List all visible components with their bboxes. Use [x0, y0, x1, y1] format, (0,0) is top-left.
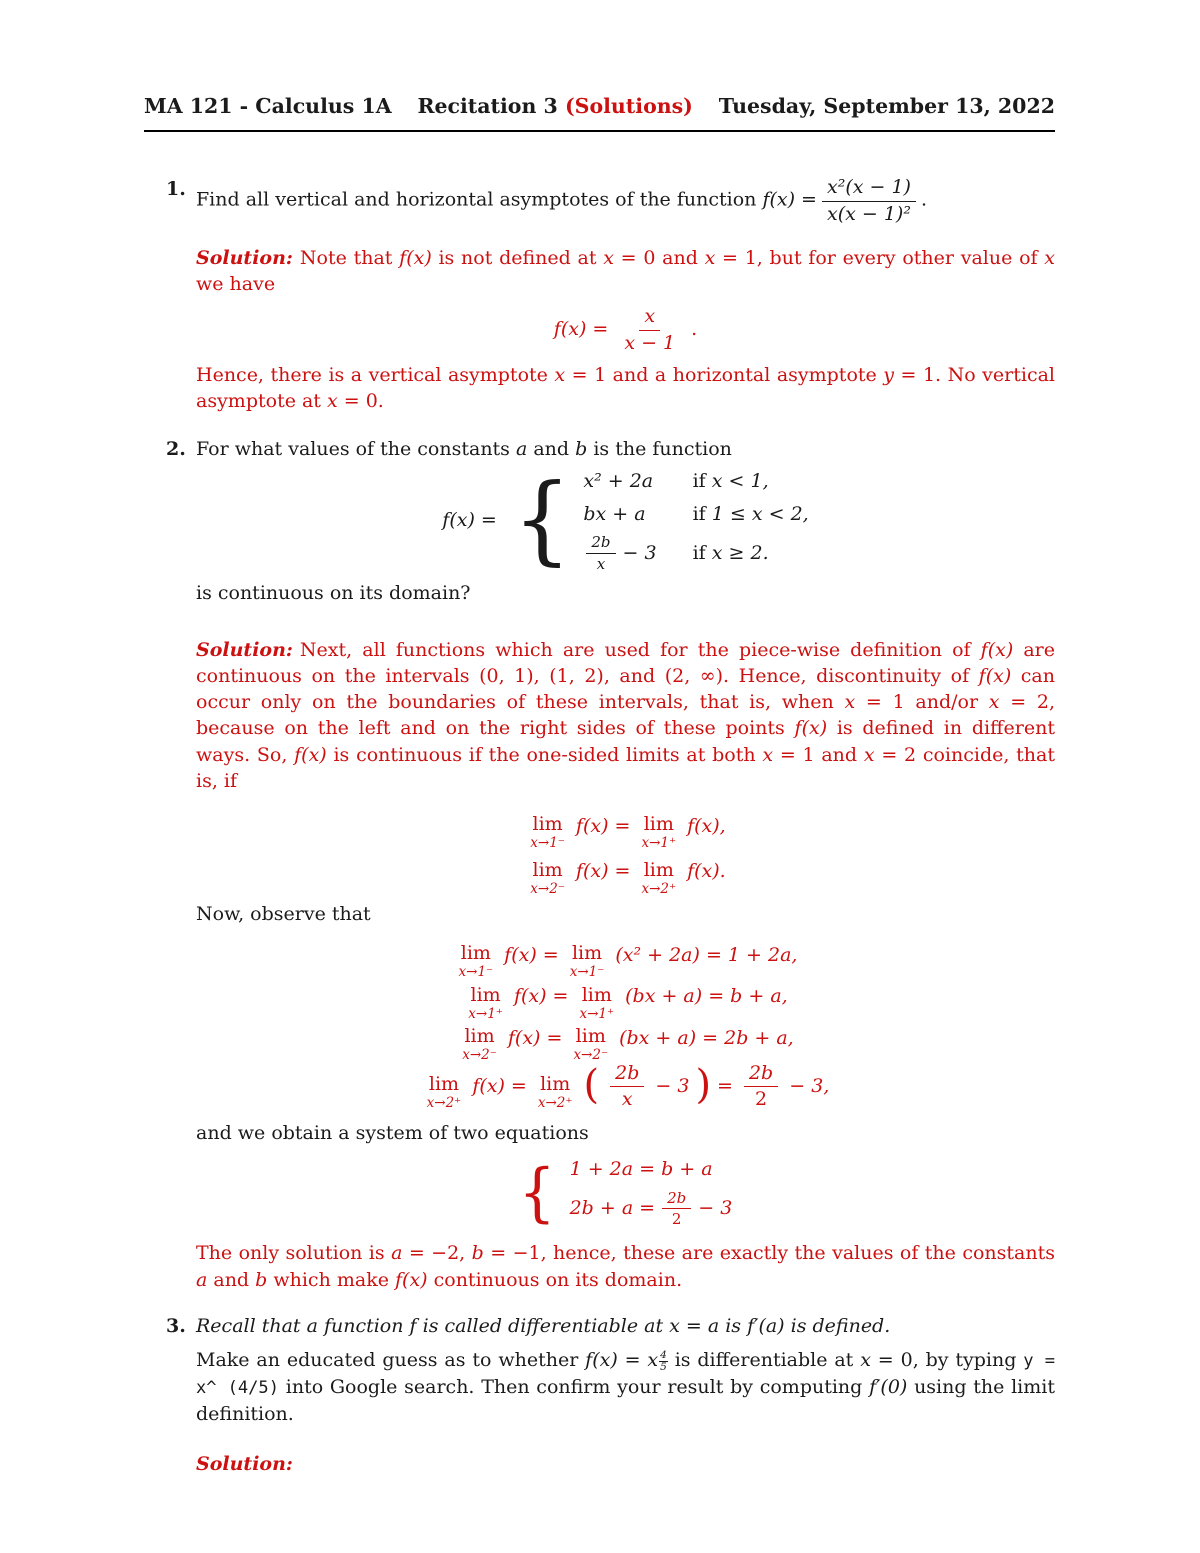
text-run: f(x) — [978, 664, 1012, 687]
equation-middle: f(x) = — [472, 1074, 527, 1097]
limit-subscript: x→1⁻ — [530, 835, 565, 851]
case-3-condition — [693, 540, 769, 566]
solution-2-text — [196, 639, 1055, 792]
text-run: x — [988, 691, 1000, 714]
problem-1-statement — [196, 176, 1055, 225]
equation-tail: − 3 — [698, 1197, 733, 1220]
case-1-condition — [693, 468, 769, 494]
text-run: = 0, by typing — [870, 1348, 1024, 1371]
fraction-denominator: x − 1 — [624, 331, 676, 354]
case-3-expression — [583, 533, 656, 573]
system-rows — [570, 1156, 733, 1228]
solution-label: Solution: — [196, 1452, 293, 1475]
limit-evaluation-3 — [196, 1020, 1055, 1064]
text-run: x — [1044, 246, 1055, 269]
fraction-denominator: x — [621, 1087, 633, 1110]
text-run: is defined in different ways. So, — [196, 717, 1056, 766]
equation-lhs: f(x) = — [553, 318, 609, 341]
left-brace: { — [512, 463, 572, 576]
limit-subscript: x→1⁺ — [641, 835, 677, 851]
fraction — [619, 305, 680, 354]
equation-rhs: (x² + 2a) = 1 + 2a, — [615, 943, 798, 966]
text-run: x — [704, 246, 716, 269]
equation-middle: f(x) = — [513, 985, 569, 1008]
equation-middle: f(x) = — [507, 1026, 563, 1049]
equals-sign: = — [717, 1074, 733, 1097]
text-run: y — [883, 363, 895, 386]
text-run: and — [527, 438, 576, 461]
text-run: x — [863, 743, 875, 766]
text-run: x — [603, 246, 614, 269]
text-run: x — [327, 390, 338, 412]
equation-lhs: 2b + a = — [569, 1197, 656, 1220]
lim-word: lim — [464, 1025, 495, 1048]
recitation-title — [417, 92, 692, 120]
limit-operator — [570, 944, 605, 980]
text-run: we have — [196, 273, 276, 296]
text-run: Recall that a function — [196, 1314, 410, 1337]
limit-subscript: x→1⁻ — [569, 964, 605, 981]
fraction — [610, 1062, 644, 1111]
text-run: The only solution is — [196, 1242, 392, 1265]
problem-3-statement — [196, 1313, 1055, 1339]
text-run: are continuous on the intervals (0, 1), (1, 2), and (2, ∞). Hence, discontinuity of — [196, 638, 1055, 687]
fraction-denominator: x(x − 1)² — [826, 202, 911, 225]
problem-2-number: 2. — [166, 438, 186, 461]
text-run: f(x) — [395, 1268, 428, 1291]
text-run: = 0. — [337, 390, 384, 412]
limit-operator — [573, 1027, 608, 1063]
text-run: a — [196, 1268, 208, 1291]
exponent-denominator: 5 — [660, 1361, 667, 1374]
lim-word: lim — [643, 858, 674, 881]
limit-operator — [459, 944, 494, 980]
header-rule — [144, 130, 1055, 132]
text-run: = 1, but for every other value of — [715, 246, 1045, 269]
equation-rhs: f(x). — [687, 860, 726, 883]
equation-lhs: f(x) = — [442, 509, 497, 532]
text-run: b — [255, 1268, 268, 1291]
text-run: y = x^ (4/5) — [196, 1350, 1055, 1399]
problem-2-statement — [196, 436, 1055, 462]
equation-middle: f(x) = — [575, 814, 631, 837]
text-run: = 2, because on the left and on the right sides of these points — [196, 691, 1055, 740]
text-run: f′(0) — [869, 1376, 908, 1399]
equation-middle: f(x) = — [575, 860, 631, 883]
equation-lhs: f(x) = — [762, 188, 817, 211]
text-run: = −2, — [402, 1242, 472, 1265]
piecewise-cases — [583, 468, 808, 572]
equation-period: . — [920, 188, 927, 211]
system-equation-1: 1 + 2a = b + a — [569, 1158, 713, 1181]
text-run: x < 1, — [711, 470, 769, 493]
recitation-prefix: Recitation 3 — [417, 94, 565, 118]
limit-subscript: x→2⁺ — [426, 1095, 462, 1112]
text-run: b — [575, 438, 588, 461]
text-run: Next, all functions which are used for the piece-wise definition of — [299, 638, 981, 661]
equation-rhs: (bx + a) = b + a, — [625, 985, 788, 1008]
solution-3 — [196, 1451, 1055, 1477]
equation-rhs: f(x), — [687, 814, 726, 837]
text-run: = 0 and — [613, 246, 705, 269]
text-run: continuous on its domain. — [427, 1268, 683, 1291]
text-run: is — [719, 1314, 748, 1337]
text-run: is called differentiable at — [416, 1314, 670, 1337]
text-run: if — [692, 470, 712, 493]
text-run: f(x) — [399, 246, 432, 269]
limit-subscript: x→2⁻ — [462, 1047, 497, 1064]
solutions-label: (Solutions) — [564, 94, 693, 118]
close-paren: ) — [695, 1061, 712, 1108]
solution-2-paragraph-1 — [196, 637, 1055, 794]
text-run: f — [409, 1314, 417, 1337]
open-paren: ( — [583, 1061, 600, 1108]
fraction — [822, 176, 916, 225]
limit-subscript: x→2⁺ — [537, 1095, 573, 1112]
text-run: x = a — [669, 1314, 720, 1337]
limit-operator — [530, 815, 565, 851]
text-run: is not defined at — [431, 246, 604, 269]
text-run: x — [860, 1348, 871, 1371]
course-title: MA 121 - Calculus 1A — [144, 94, 392, 118]
limit-subscript: x→1⁺ — [468, 1005, 503, 1022]
lim-word: lim — [470, 983, 501, 1006]
limit-subscript: x→1⁺ — [579, 1005, 615, 1022]
lim-word: lim — [581, 983, 612, 1006]
limit-operator — [538, 1075, 573, 1111]
text-run: For what values of the constants — [196, 438, 516, 461]
text-run: is continuous if the one-sided limits at both — [326, 743, 763, 766]
problem-2-outro: is continuous on its domain? — [196, 582, 471, 605]
problem-3 — [166, 1313, 1055, 1477]
limit-operator — [641, 815, 676, 851]
limit-operator — [462, 1027, 497, 1063]
text-run: = −1, hence, these are exactly the values of the constants — [483, 1242, 1055, 1265]
case-3-tail: − 3 — [622, 541, 657, 564]
piecewise-function — [196, 463, 1055, 576]
fraction — [586, 533, 615, 573]
observe-text: Now, observe that — [196, 903, 371, 925]
text-run: which make — [267, 1268, 395, 1291]
fraction-numerator: 2b — [662, 1189, 691, 1210]
case-1-expression: x² + 2a — [583, 470, 654, 493]
display-equation-fx — [196, 305, 1055, 354]
equation-period: . — [691, 318, 698, 341]
text-run: = 1 and a horizontal asymptote — [565, 363, 884, 386]
text-run: = 2 coincide, that is, if — [196, 743, 1055, 792]
exponent-fraction — [659, 1350, 668, 1374]
system-equation-2 — [570, 1189, 733, 1229]
solution-label: Solution: — [196, 246, 293, 269]
lim-word: lim — [428, 1073, 460, 1096]
equation-tail: − 3, — [789, 1074, 830, 1097]
fraction — [744, 1062, 778, 1111]
text-run: 1 ≤ x < 2, — [711, 502, 809, 525]
lim-word: lim — [532, 858, 563, 881]
lim-word: lim — [460, 942, 491, 965]
text-run: Hence, there is a vertical asymptote — [196, 363, 555, 386]
problem-3-task — [196, 1347, 1055, 1427]
case-2-condition — [693, 501, 809, 527]
lim-word: lim — [571, 942, 603, 965]
text-run: is defined. — [784, 1314, 891, 1337]
fraction-numerator: x — [639, 305, 660, 330]
equation-rhs: (bx + a) = 2b + a, — [619, 1026, 794, 1049]
limit-evaluation-2 — [196, 979, 1055, 1022]
limit-subscript: x→2⁺ — [641, 880, 677, 897]
text-run: f(x) = x — [585, 1348, 659, 1371]
solution-2-conclusion — [196, 1240, 1055, 1292]
limit-subscript: x→1⁻ — [458, 964, 494, 981]
problem-2 — [166, 436, 1055, 1293]
text-run: if — [692, 502, 712, 525]
text-run: = 1. No vertical asymptote at — [196, 363, 1055, 412]
text-run: is differentiable at — [667, 1348, 861, 1371]
limit-evaluation-4 — [196, 1062, 1055, 1111]
text-run: into Google search. Then confirm your result by computing — [279, 1376, 870, 1399]
text-run: Make an educated guess as to whether — [196, 1348, 586, 1371]
text-run: Note that — [299, 246, 400, 269]
limit-operator — [468, 983, 503, 1022]
fraction — [662, 1189, 691, 1229]
limit-operator — [427, 1075, 462, 1111]
fraction-numerator: 2b — [586, 533, 615, 554]
problem-1-number: 1. — [166, 178, 186, 201]
fraction-numerator: x²(x − 1) — [822, 176, 916, 201]
inner-tail: − 3 — [655, 1074, 690, 1097]
left-brace: { — [518, 1154, 556, 1230]
limit-operator — [530, 858, 565, 897]
text-run: x ≥ 2. — [711, 541, 769, 564]
text-run: x — [844, 691, 856, 714]
case-2-expression: bx + a — [583, 502, 646, 525]
system-intro-text: and we obtain a system of two equations — [196, 1122, 589, 1145]
limit-subscript: x→2⁻ — [573, 1047, 609, 1064]
document-header — [144, 92, 1055, 120]
text-run: f(x) — [794, 717, 828, 740]
problem-3-number: 3. — [166, 1314, 186, 1337]
lim-word: lim — [575, 1025, 606, 1048]
text-run: using the limit definition. — [196, 1376, 1055, 1425]
header-date: Tuesday, September 13, 2022 — [718, 94, 1055, 118]
exponent-numerator: 4 — [660, 1348, 667, 1361]
solution-1-paragraph-1 — [196, 245, 1055, 297]
text-run: a — [391, 1242, 403, 1265]
fraction-denominator: 2 — [755, 1087, 768, 1110]
equation-system — [196, 1156, 1055, 1228]
text-run: x — [554, 363, 566, 386]
limit-equation-pair-1 — [196, 808, 1055, 851]
limit-operator — [641, 858, 677, 897]
limit-subscript: x→2⁻ — [530, 880, 565, 897]
problem-1-intro: Find all vertical and horizontal asymptotes of the function — [196, 188, 757, 211]
limit-evaluation-1 — [196, 937, 1055, 981]
text-run: is the function — [587, 438, 732, 461]
solution-label: Solution: — [196, 638, 293, 661]
text-run: = 1 and/or — [855, 691, 989, 714]
solution-1-paragraph-2 — [196, 362, 1055, 414]
text-run: can occur only on the boundaries of these intervals, that is, when — [196, 664, 1055, 714]
solution-1-text — [196, 247, 1055, 295]
fraction-numerator: 2b — [610, 1062, 644, 1087]
equation-middle: f(x) = — [504, 943, 559, 966]
lim-word: lim — [643, 813, 674, 835]
text-run: f′(a) — [747, 1314, 785, 1337]
fraction-numerator: 2b — [744, 1062, 778, 1087]
text-run: a — [515, 438, 528, 461]
limit-operator — [579, 983, 615, 1022]
text-run: b — [471, 1242, 484, 1265]
text-run: f(x) — [294, 743, 327, 766]
fraction-denominator: x — [596, 554, 606, 573]
lim-word: lim — [532, 813, 563, 835]
text-run: = 1 and — [773, 743, 864, 766]
problem-1 — [166, 176, 1055, 414]
text-run: f(x) — [980, 638, 1014, 661]
task-text-a — [196, 1349, 658, 1371]
text-run: x — [762, 743, 774, 766]
text-run: and — [207, 1268, 256, 1291]
limit-equation-pair-2 — [196, 854, 1055, 897]
lim-word: lim — [540, 1073, 571, 1096]
text-run: if — [692, 541, 712, 564]
fraction-denominator: 2 — [671, 1210, 682, 1229]
